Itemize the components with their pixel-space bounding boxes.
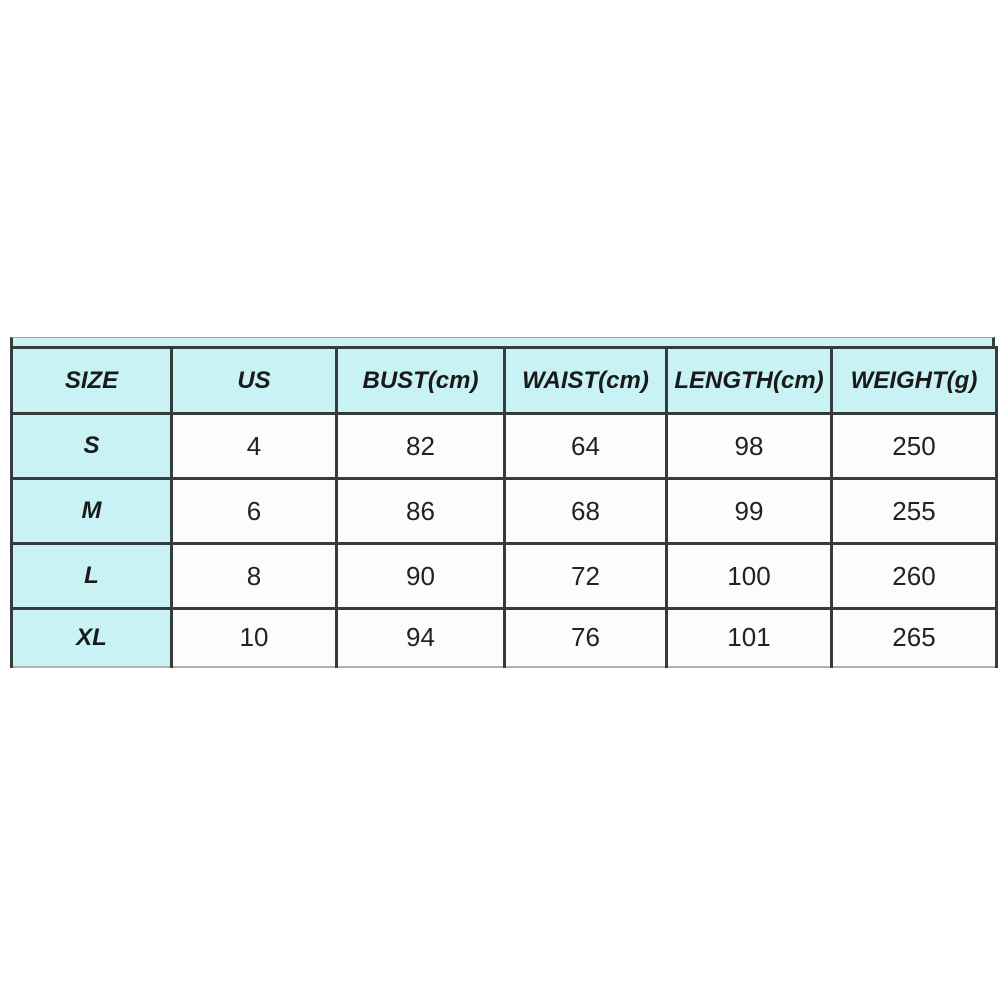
table-row-m bbox=[12, 479, 997, 544]
header-cell-length: LENGTH(cm) bbox=[667, 348, 832, 414]
cell-us-value: 10 bbox=[172, 609, 337, 667]
cell-waist-value: 64 bbox=[505, 414, 667, 479]
cell-weight-value: 260 bbox=[832, 544, 997, 609]
header-cell-bust: BUST(cm) bbox=[337, 348, 505, 414]
cell-length-value: 98 bbox=[667, 414, 832, 479]
cell-length-value: 99 bbox=[667, 479, 832, 544]
table-row-l bbox=[12, 544, 997, 609]
cell-waist-value: 76 bbox=[505, 609, 667, 667]
cell-size-label: L bbox=[12, 544, 172, 609]
cell-us-value: 4 bbox=[172, 414, 337, 479]
header-cell-us: US bbox=[172, 348, 337, 414]
size-chart-table bbox=[10, 346, 998, 668]
cell-bust-value: 90 bbox=[337, 544, 505, 609]
header-cell-size: SIZE bbox=[12, 348, 172, 414]
cell-weight-value: 265 bbox=[832, 609, 997, 667]
header-cell-weight: WEIGHT(g) bbox=[832, 348, 997, 414]
cell-size-label: M bbox=[12, 479, 172, 544]
cell-us-value: 6 bbox=[172, 479, 337, 544]
cell-weight-value: 250 bbox=[832, 414, 997, 479]
cell-bust-value: 82 bbox=[337, 414, 505, 479]
cell-bust-value: 86 bbox=[337, 479, 505, 544]
cell-length-value: 100 bbox=[667, 544, 832, 609]
table-row-s bbox=[12, 414, 997, 479]
cell-weight-value: 255 bbox=[832, 479, 997, 544]
cell-waist-value: 72 bbox=[505, 544, 667, 609]
cell-size-label: S bbox=[12, 414, 172, 479]
cell-waist-value: 68 bbox=[505, 479, 667, 544]
table-top-strip bbox=[10, 337, 995, 346]
header-row bbox=[12, 348, 997, 414]
cell-length-value: 101 bbox=[667, 609, 832, 667]
cell-bust-value: 94 bbox=[337, 609, 505, 667]
table-row-xl bbox=[12, 609, 997, 667]
header-cell-waist: WAIST(cm) bbox=[505, 348, 667, 414]
size-chart bbox=[10, 337, 995, 668]
cell-us-value: 8 bbox=[172, 544, 337, 609]
cell-size-label: XL bbox=[12, 609, 172, 667]
